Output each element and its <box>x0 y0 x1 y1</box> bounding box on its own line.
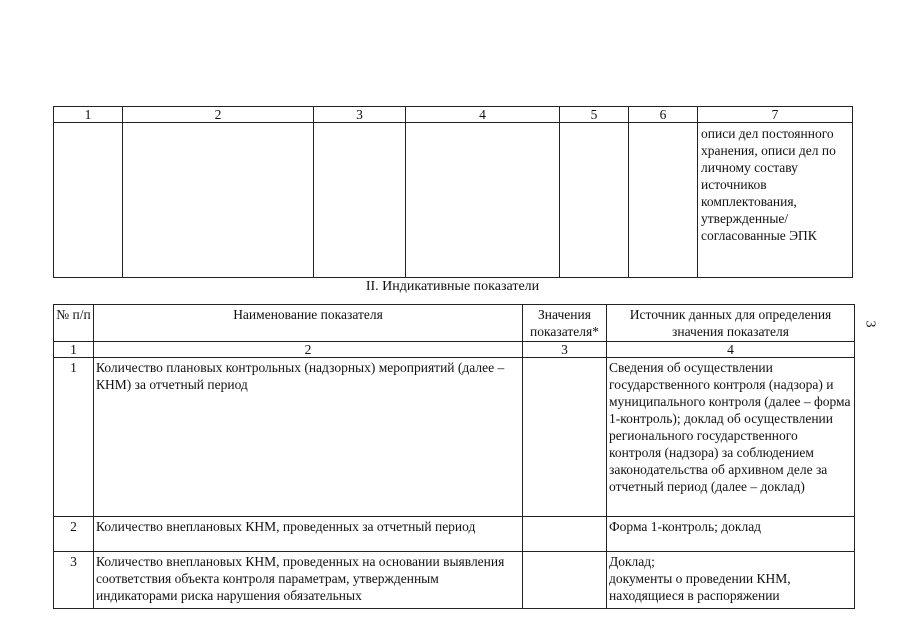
table-row <box>54 358 855 517</box>
table-cell <box>406 123 560 278</box>
column-number: 1 <box>54 107 123 123</box>
column-number: 4 <box>406 107 560 123</box>
row-number: 2 <box>54 517 94 552</box>
indicator-name: Количество внеплановых КНМ, проведенных за отчетный период <box>94 517 523 552</box>
table-cell <box>560 123 629 278</box>
table-cell <box>314 123 406 278</box>
data-source <box>607 552 855 609</box>
column-number: 1 <box>54 342 94 358</box>
header-indicator-name: Наименование показателя <box>94 305 523 342</box>
column-number-row <box>54 107 853 123</box>
table-row <box>54 552 855 609</box>
header-indicator-value: Значения показателя* <box>523 305 607 342</box>
indicator-name: Количество плановых контрольных (надзорных) мероприятий (далее – КНМ) за отчетный период <box>94 358 523 517</box>
data-source-line: Доклад; <box>609 554 655 569</box>
column-number: 3 <box>314 107 406 123</box>
indicator-value <box>523 552 607 609</box>
column-number: 2 <box>123 107 314 123</box>
column-number: 5 <box>560 107 629 123</box>
row-number: 1 <box>54 358 94 517</box>
column-number: 7 <box>698 107 853 123</box>
data-source-line: документы о проведении КНМ, находящиеся в распоряжении <box>609 571 791 603</box>
indicator-value <box>523 358 607 517</box>
section-title: II. Индикативные показатели <box>365 279 540 294</box>
header-data-source: Источник данных для определения значения показателя <box>607 305 855 342</box>
table-cell <box>123 123 314 278</box>
page-number: 3 <box>862 320 878 328</box>
column-number: 3 <box>523 342 607 358</box>
table-header-row <box>54 305 855 342</box>
column-number: 2 <box>94 342 523 358</box>
indicator-name: Количество внеплановых КНМ, проведенных на основании выявления соответствия объекта контроля параметрам, утвержденным индикаторами риска нарушения обязательных <box>94 552 523 609</box>
archive-table-continuation <box>53 106 853 278</box>
header-number: № п/п <box>54 305 94 342</box>
row-number: 3 <box>54 552 94 609</box>
table-cell <box>629 123 698 278</box>
table-row <box>54 123 853 278</box>
data-source: Сведения об осуществлении государственного контроля (надзора) и муниципального контроля (далее – форма 1-контроль); доклад об осуществлении регионального государственного контроля (надзора) за соблюдением законодательства об архивном деле за отчетный период (далее – доклад) <box>607 358 855 517</box>
inventory-description-cell: описи дел постоянного хранения, описи дел по личному составу источников комплектования, утвержденные/ согласованные ЭПК <box>698 123 853 278</box>
indicator-value <box>523 517 607 552</box>
column-number-row <box>54 342 855 358</box>
column-number: 6 <box>629 107 698 123</box>
column-number: 4 <box>607 342 855 358</box>
table-cell <box>54 123 123 278</box>
data-source: Форма 1-контроль; доклад <box>607 517 855 552</box>
indicative-indicators-table <box>53 304 855 609</box>
table-row <box>54 517 855 552</box>
